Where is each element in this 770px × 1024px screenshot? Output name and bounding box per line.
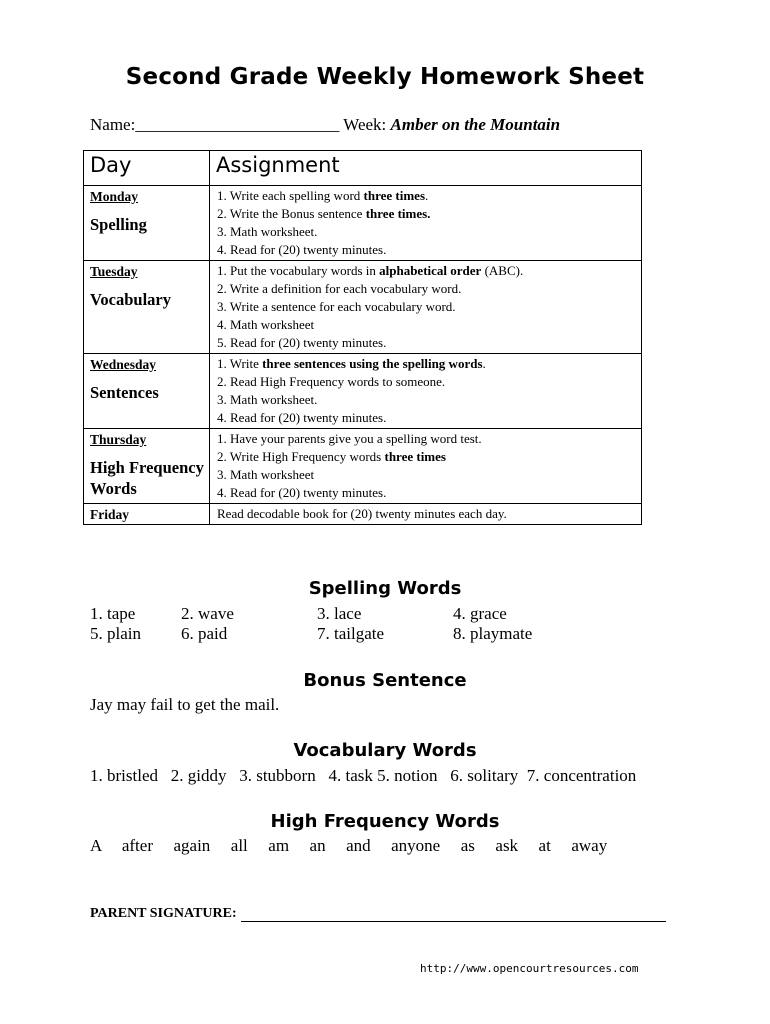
task-text: 2. Write High Frequency words — [217, 449, 385, 464]
high-frequency-heading: High Frequency Words — [270, 811, 500, 832]
task-list — [210, 429, 641, 503]
task-emphasis: three times — [363, 188, 426, 203]
task-text-after: . — [482, 356, 486, 371]
task-list — [210, 354, 641, 428]
vocabulary-word-list: 1. bristled 2. giddy 3. stubborn 4. task 5. notion 6. solitary 7. concentration — [90, 766, 637, 785]
spelling-word: 2. wave — [181, 604, 234, 623]
vocabulary-heading: Vocabulary Words — [293, 740, 477, 761]
table-row-wednesday — [84, 354, 642, 429]
task-item — [217, 298, 641, 316]
table-row-tuesday — [84, 261, 642, 354]
spelling-word: 3. lace — [317, 604, 362, 623]
task-item — [217, 373, 641, 391]
page-title: Second Grade Weekly Homework Sheet — [125, 64, 645, 90]
task-text: 3. Math worksheet. — [217, 392, 318, 407]
task-emphasis: three sentences using the spelling words — [262, 356, 483, 371]
subject-name: Sentences — [90, 383, 159, 402]
subject-name: Spelling — [90, 215, 147, 234]
task-item — [217, 241, 641, 259]
header-assignment: Assignment — [210, 151, 642, 186]
task-item — [217, 280, 641, 298]
week-title: Amber on the Mountain — [390, 115, 561, 134]
task-emphasis: three times. — [365, 206, 431, 221]
task-text: 4. Read for (20) twenty minutes. — [217, 410, 387, 425]
task-text: 1. Put the vocabulary words in — [217, 263, 380, 278]
task-text: 4. Math worksheet — [217, 317, 315, 332]
day-name: Thursday — [90, 432, 147, 447]
task-list — [210, 261, 641, 353]
name-field-label: Name:________________________ — [90, 115, 340, 134]
table-row-monday — [84, 186, 642, 261]
signature-line[interactable] — [241, 907, 666, 922]
task-text: 4. Read for (20) twenty minutes. — [217, 242, 387, 257]
day-name: Friday — [90, 507, 129, 522]
task-text-after: . — [425, 188, 429, 203]
spelling-heading: Spelling Words — [308, 578, 462, 599]
task-text: 1. Have your parents give you a spelling word test. — [217, 431, 482, 446]
task-text: 3. Math worksheet — [217, 467, 315, 482]
task-item: Read decodable book for (20) twenty minutes each day. — [217, 506, 507, 521]
subject-name: Vocabulary — [90, 290, 171, 309]
day-name: Monday — [90, 189, 139, 204]
subject-name: High Frequency Words — [90, 458, 204, 498]
spelling-word: 6. paid — [181, 624, 228, 643]
task-text: 2. Read High Frequency words to someone. — [217, 374, 446, 389]
week-label: Week: — [343, 115, 387, 134]
task-item — [217, 430, 641, 448]
task-text-after: (ABC). — [481, 263, 524, 278]
task-item — [217, 448, 641, 466]
task-item — [217, 409, 641, 427]
bonus-sentence: Jay may fail to get the mail. — [90, 695, 280, 714]
task-text: 1. Write each spelling word — [217, 188, 364, 203]
task-emphasis: alphabetical order — [379, 263, 482, 278]
table-row-friday — [84, 504, 642, 525]
task-text: 2. Write a definition for each vocabulary word. — [217, 281, 462, 296]
task-item — [217, 466, 641, 484]
task-text: 5. Read for (20) twenty minutes. — [217, 335, 387, 350]
task-item — [217, 223, 641, 241]
task-text: 3. Write a sentence for each vocabulary word. — [217, 299, 456, 314]
spelling-word: 4. grace — [453, 604, 507, 623]
task-item — [217, 391, 641, 409]
task-list — [210, 186, 641, 260]
spelling-word: 5. plain — [90, 624, 141, 643]
bonus-heading: Bonus Sentence — [303, 670, 467, 691]
spelling-word: 7. tailgate — [317, 624, 385, 643]
high-frequency-word-list: A after again all am an and anyone as ask at away — [90, 836, 608, 855]
signature-label: PARENT SIGNATURE: — [90, 906, 237, 921]
task-item — [217, 205, 641, 223]
task-item — [217, 334, 641, 352]
header-day: Day — [84, 151, 210, 186]
task-text: 4. Read for (20) twenty minutes. — [217, 485, 387, 500]
assignment-table — [83, 150, 642, 525]
task-item — [217, 316, 641, 334]
parent-signature — [90, 906, 666, 922]
spelling-word: 8. playmate — [453, 624, 533, 643]
footer-url: http://www.opencourtresources.com — [420, 962, 639, 975]
task-text: 3. Math worksheet. — [217, 224, 318, 239]
day-name: Wednesday — [90, 357, 157, 372]
name-week-line — [90, 115, 560, 135]
spelling-word: 1. tape — [90, 604, 136, 623]
task-item — [217, 187, 641, 205]
task-item — [217, 262, 641, 280]
task-text: 2. Write the Bonus sentence — [217, 206, 366, 221]
day-name: Tuesday — [90, 264, 138, 279]
task-item — [217, 484, 641, 502]
table-row-thursday — [84, 429, 642, 504]
task-text: 1. Write — [217, 356, 263, 371]
task-emphasis: three times — [384, 449, 446, 464]
table-header-row — [84, 151, 642, 186]
task-item — [217, 355, 641, 373]
